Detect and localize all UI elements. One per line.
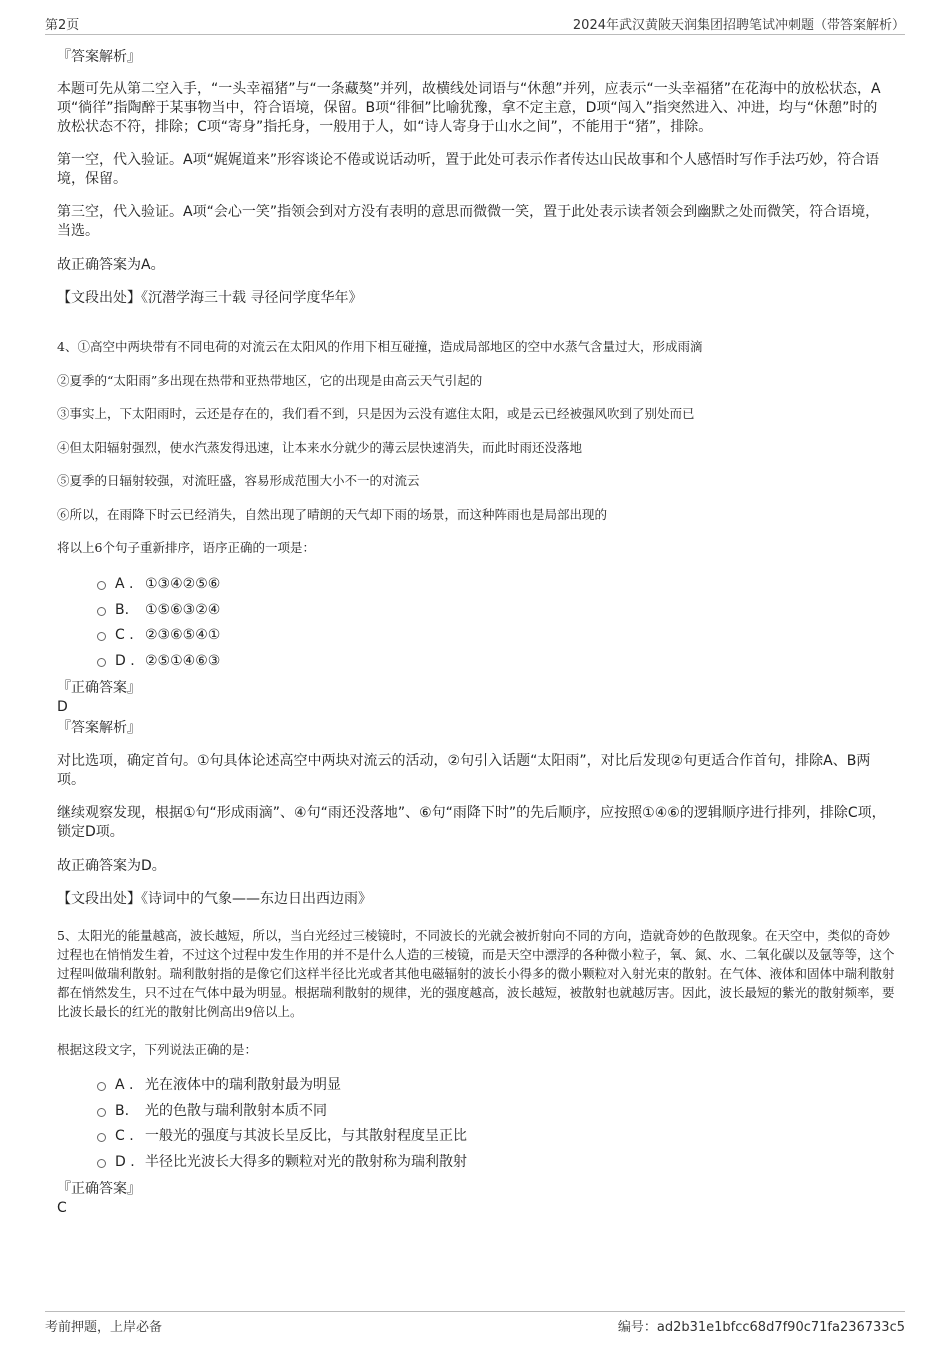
- radio-icon[interactable]: [97, 658, 106, 667]
- q4-option-a[interactable]: A . ①③④②⑤⑥: [57, 572, 657, 598]
- q4-options: [57, 572, 657, 674]
- radio-icon[interactable]: [97, 607, 106, 616]
- q4-stem: 4、①高空中两块带有不同电荷的对流云在太阳风的作用下相互碰撞，造成局部地区的空中水蒸气含量过大，形成雨滴: [57, 339, 703, 354]
- q4-sentence-6: ⑥所以，在雨降下时云已经消失，自然出现了晴朗的天气却下雨的场景，而这种阵雨也是局部出现的: [57, 507, 608, 522]
- page-number: 第2页: [45, 18, 80, 33]
- radio-icon[interactable]: [97, 1082, 106, 1091]
- q4-answer-heading: 『正确答案』: [57, 680, 141, 696]
- q5-option-a[interactable]: A . 光在液体中的瑞利散射最为明显: [57, 1073, 757, 1099]
- q4-source: 【文段出处】《诗词中的气象——东边日出西边雨》: [57, 891, 372, 907]
- q4-option-b[interactable]: B. ①⑤⑥③②④: [57, 598, 657, 624]
- q4-sentence-3: ③事实上，下太阳雨时，云还是存在的，我们看不到，只是因为云没有遮住太阳，或是云已经被强风吹到了别处而已: [57, 406, 695, 421]
- q4-sentence-2: ②夏季的“太阳雨”多出现在热带和亚热带地区，它的出现是由高云天气引起的: [57, 373, 483, 388]
- q4-sentence-4: ④但太阳辐射强烈，使水汽蒸发得迅速，让本来水分就少的薄云层快速消失，而此时雨还没落地: [57, 440, 583, 455]
- q4-analysis-heading: 『答案解析』: [57, 720, 141, 736]
- q4-analysis-p2: 继续观察发现，根据①句“形成雨滴”、④句“雨还没落地”、⑥句“雨降下时”的先后顺序，应按照①④⑥的逻辑顺序进行排列，排除C项，锁定D项。: [57, 805, 886, 840]
- document-code: 编号：ad2b31e1bfcc68d7f90c71fa236733c5: [617, 1320, 905, 1335]
- q5-option-c[interactable]: C . 一般光的强度与其波长呈反比，与其散射程度呈正比: [57, 1124, 757, 1150]
- q5-options: [57, 1073, 757, 1175]
- q4-prompt: 将以上6个句子重新排序，语序正确的一项是：: [57, 540, 315, 555]
- q3-analysis-p2: 第一空，代入验证。A项“娓娓道来”形容谈论不倦或说话动听，置于此处可表示作者传达山民故事和个人感悟时写作手法巧妙，符合语境，保留。: [57, 152, 880, 187]
- page-footer: [45, 1311, 905, 1334]
- q4-answer: D: [57, 699, 68, 715]
- q4-option-d[interactable]: D . ②⑤①④⑥③: [57, 649, 657, 675]
- radio-icon[interactable]: [97, 1159, 106, 1168]
- q5-stem: 5、太阳光的能量越高，波长越短，所以，当白光经过三棱镜时，不同波长的光就会被折射向不同的方向，造就奇妙的色散现象。在天空中，类似的奇妙过程也在悄悄发生着，不过这个过程中发生作用的并不是什么人造的三棱镜，而是天空中漂浮的各种微小粒子，氧、氮、水、二氧化碳以及氩等等，这个过程叫做瑞利散射。瑞利散射指的是像它们这样半径比光或者其他电磁辐射的波长小得多的微小颗粒对入射光束的散射。在气体、液体和固体中瑞利散射都在悄然发生，只不过在气体中最为明显。根据瑞利散射的规律，光的强度越高，波长越短，被散射也就越厉害。因此，波长最短的紫光的散射频率，要比波长最长的红光的散射比例高出9倍以上。: [57, 928, 895, 1019]
- document-title: 2024年武汉黄陂天润集团招聘笔试冲刺题（带答案解析）: [572, 18, 905, 33]
- q4-sentence-5: ⑤夏季的日辐射较强，对流旺盛，容易形成范围大小不一的对流云: [57, 473, 420, 488]
- q4-option-c[interactable]: C . ②③⑥⑤④①: [57, 623, 657, 649]
- q3-analysis-heading: 『答案解析』: [57, 49, 141, 65]
- q3-answer-conclusion: 故正确答案为A。: [57, 257, 165, 273]
- q5-option-b[interactable]: B. 光的色散与瑞利散射本质不同: [57, 1099, 757, 1125]
- q5-answer: C: [57, 1200, 67, 1216]
- q3-source: 【文段出处】《沉潜学海三十载 寻径问学度华年》: [57, 290, 363, 306]
- radio-icon[interactable]: [97, 632, 106, 641]
- q5-prompt: 根据这段文字，下列说法正确的是：: [57, 1042, 258, 1057]
- q5-option-d[interactable]: D . 半径比光波长大得多的颗粒对光的散射称为瑞利散射: [57, 1150, 757, 1176]
- q3-analysis-p1: 本题可先从第二空入手，“一头幸福猪”与“一条藏獒”并列，故横线处词语与“休憩”并列，应表示“一头幸福猪”在花海中的放松状态，A项“徜徉”指陶醉于某事物当中，符合语境，保留。B项“徘徊”比喻犹豫，拿不定主意，D项“闯入”指突然进入、冲进，均与“休憩”时的放松状态不符，排除；C项“寄身”指托身，一般用于人，如“诗人寄身于山水之间”，不能用于“猪”，排除。: [57, 81, 881, 135]
- radio-icon[interactable]: [97, 1108, 106, 1117]
- q4-answer-conclusion: 故正确答案为D。: [57, 858, 166, 874]
- q4-analysis-p1: 对比选项，确定首句。①句具体论述高空中两块对流云的活动，②句引入话题“太阳雨”，对比后发现②句更适合作首句，排除A、B两项。: [57, 753, 871, 788]
- radio-icon[interactable]: [97, 1133, 106, 1142]
- radio-icon[interactable]: [97, 581, 106, 590]
- page-header: [45, 12, 905, 35]
- footer-slogan: 考前押题，上岸必备: [45, 1320, 163, 1335]
- q5-answer-heading: 『正确答案』: [57, 1181, 141, 1197]
- q3-analysis-p3: 第三空，代入验证。A项“会心一笑”指领会到对方没有表明的意思而微微一笑，置于此处表示读者领会到幽默之处而微笑，符合语境，当选。: [57, 204, 880, 239]
